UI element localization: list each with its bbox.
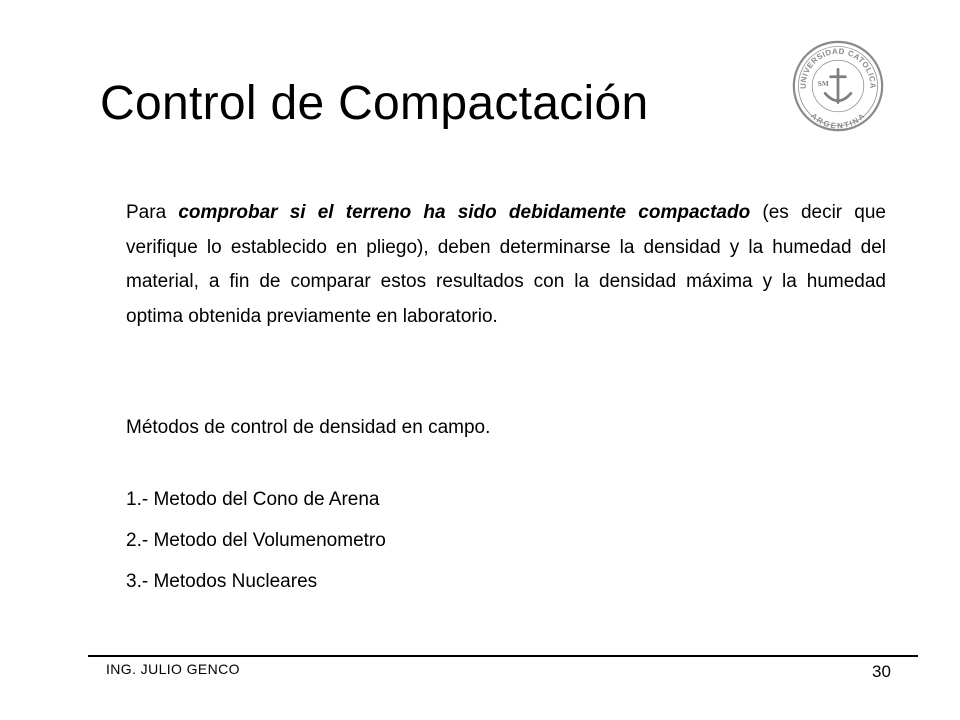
slide-title: Control de Compactación (100, 77, 649, 130)
body-paragraph (126, 196, 886, 334)
method-item-nuclear: 3.- Metodos Nucleares (126, 571, 318, 592)
university-seal-icon (792, 40, 884, 132)
footer-divider (88, 655, 918, 657)
seal-lower-text: ARGENTINA (809, 111, 867, 131)
methods-heading: Métodos de control de densidad en campo. (126, 417, 491, 438)
seal-upper-text: UNIVERSIDAD CATOLICA (798, 46, 878, 89)
paragraph-lead: Para (126, 202, 179, 223)
footer-author: ING. JULIO GENCO (106, 661, 240, 677)
methods-list (126, 487, 386, 610)
page-number: 30 (872, 662, 891, 681)
paragraph-rest: (es decir que verifique lo establecido en pliego), deben determinarse la densidad y la humedad del material, a fin de comparar estos resultados con la densidad máxima y la humedad optima obtenida previamente en laboratorio. (126, 202, 886, 327)
seal-monogram: SM (817, 79, 829, 88)
paragraph-emphasis: comprobar si el terreno ha sido debidamente compactado (178, 202, 751, 223)
method-item-sand-cone: 1.- Metodo del Cono de Arena (126, 489, 380, 510)
method-item-volumenometer: 2.- Metodo del Volumenometro (126, 530, 386, 551)
